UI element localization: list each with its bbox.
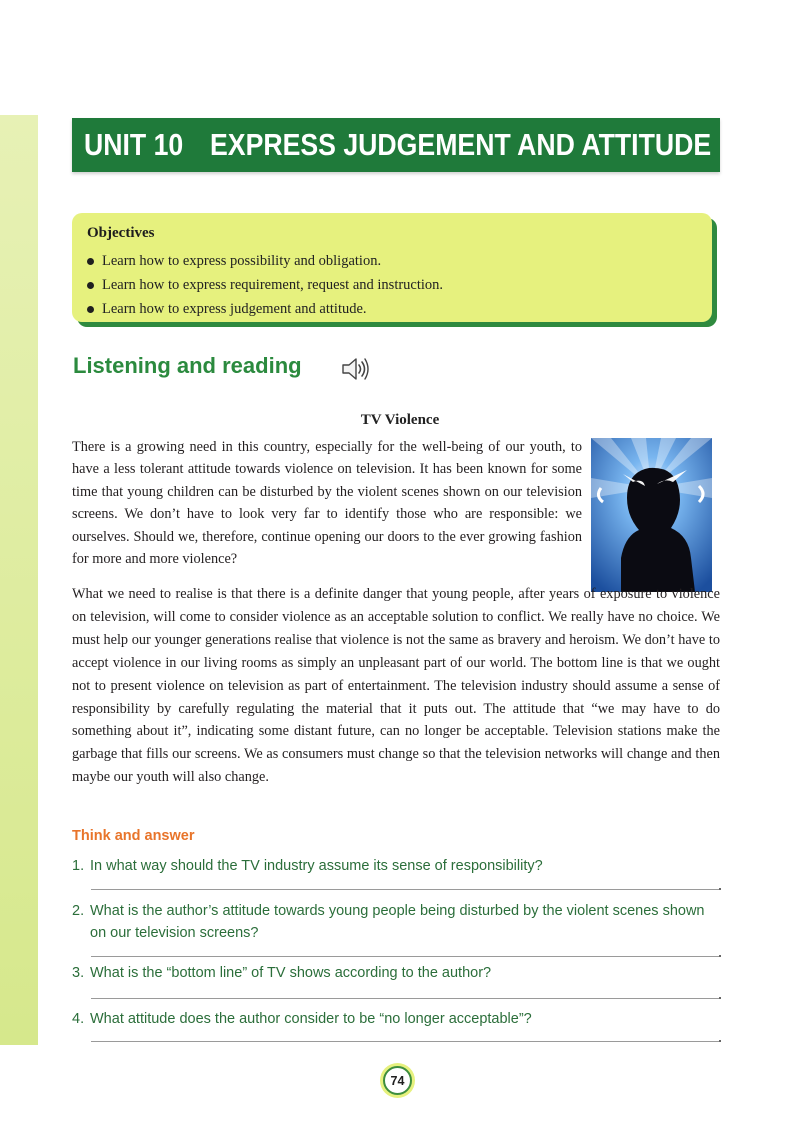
article-paragraph-1: There is a growing need in this country, especially for the well-being of our youth, to have a less tolerant attitude towards violence on television. It has been known for some time that young children can be disturbed by the violent scenes shown on our television screens. We don’t have to look very far to identify those who are responsible: we ourselves. Should we, therefore, continue opening our doors to the ever growing fashion for more and more violence? [72,439,582,568]
answer-line-2[interactable] [91,956,719,957]
article-paragraph-2: What we need to realise is that there is a definite danger that young people, after years of exposure to violence on television, will come to consider violence as an acceptable solution to conflict. We really have no choice. We must help our younger generations realise that violence is not the same as bravery and heroism. We don’t have to accept violence in our living rooms as simply an unpleasant part of our world. The bottom line is that we ought not to present violence on television as part of entertainment. The television industry should assume a sense of responsibility by carefully regulating the material that it puts out. The attitude that “we may have to do something about it”, indicating some distant future, can no longer be acceptable. Television stations make the garbage that fills our screens. We as consumers must change so that the television networks will change and then maybe our youth will also change. [72,586,720,786]
bullet-icon [87,258,94,265]
objective-text: Learn how to express possibility and obligation. [102,253,382,269]
question-text: In what way should the TV industry assume its sense of responsibility? [90,858,543,874]
unit-number: UNIT 10 [84,127,184,162]
section-title: Listening and reading [73,353,302,378]
question-4 [72,1008,722,1030]
tv-violence-illustration [591,438,712,592]
bullet-icon [87,306,94,313]
unit-banner [72,118,720,172]
question-text: What is the “bottom line” of TV shows according to the author? [90,965,492,981]
objective-text: Learn how to express judgement and attitude. [102,301,367,317]
speaker-icon[interactable] [340,355,370,383]
objectives-list [87,249,443,321]
question-3 [72,962,722,984]
question-2 [72,900,722,944]
article-title: TV Violence [360,412,440,428]
question-number: 3. [72,965,85,981]
question-1 [72,855,722,877]
side-decoration-bar [0,115,38,1045]
question-number: 1. [72,858,85,874]
answer-line-1[interactable] [91,889,719,890]
question-number: 2. [72,903,85,919]
question-number: 4. [72,1011,85,1027]
list-item [87,297,443,321]
objective-text: Learn how to express requirement, request and instruction. [102,277,444,293]
think-and-answer-heading: Think and answer [72,828,195,844]
list-item [87,249,443,273]
bullet-icon [87,282,94,289]
list-item [87,273,443,297]
question-text: What is the author’s attitude towards young people being disturbed by the violent scenes shown on our television screens? [90,903,705,941]
objectives-heading: Objectives [87,225,155,241]
objectives-box [72,213,712,322]
answer-line-4[interactable] [91,1041,719,1042]
page-number: 74 [383,1066,412,1095]
answer-line-3[interactable] [91,998,719,999]
question-text: What attitude does the author consider to be “no longer acceptable”? [90,1011,532,1027]
unit-title: EXPRESS JUDGEMENT AND ATTITUDE [210,127,712,162]
